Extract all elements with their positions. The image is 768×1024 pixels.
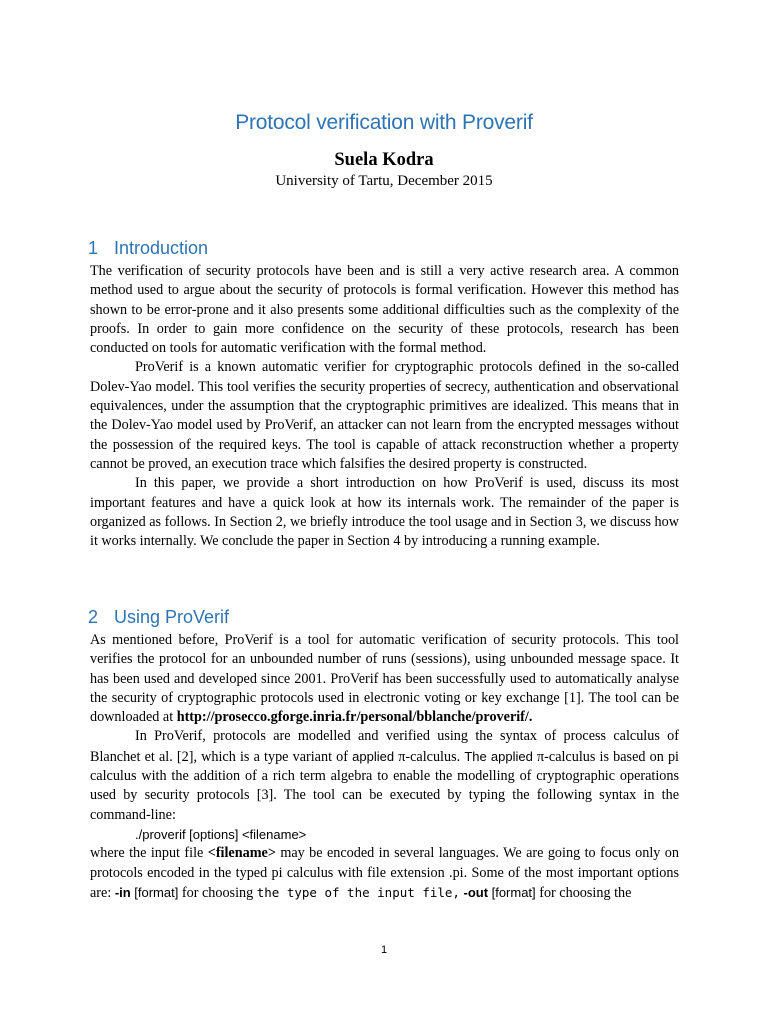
section-heading-using-proverif [88,607,229,628]
paragraph: where the input file <filename> may be encoded in several languages. We are going to focus only on protocols encoded in the typed pi calculus with file extension .pi. Some of the most important options are: -in [format] for choosing the type of the input file, -out [format] for choosing the [90,845,679,901]
section-body-introduction [90,262,679,551]
option-in: -in [114,884,131,900]
affiliation: University of Tartu, December 2015 [275,173,493,189]
paragraph: In this paper, we provide a short introduction on how ProVerif is used, discuss its most important features and have a quick look at how its internals work. The remainder of the paper is organized as follows. In Section 2, we briefly introduce the tool usage and in Section 3, we discuss how it works internally. We conclude the paper in Section 4 by introducing a running example. [90,475,679,550]
filename-token: <filename> [207,845,276,862]
paragraph: In ProVerif, protocols are modelled and verified using the syntax of process calculus of Blanchet et al. [2], which is a type variant of applied π-calculus. The applied π-calculus is based on pi calculus with the addition of a rich term algebra to enable the modelling of cryptographic operations used by security protocols [3]. The tool can be executed by typing the following syntax in the command-line: [90,728,679,823]
paragraph: The verification of security protocols have been and is still a very active research area. A common method used to argue about the security of protocols is formal verification. However this method has shown to be error-prone and it also presents some additional difficulties such as the complexity of the proofs. In order to gain more confidence on the security of these protocols, research has been conducted on tools for automatic verification with the formal method. [90,263,679,357]
section-body-using-proverif [90,631,679,903]
author-name: Suela Kodra [334,150,434,170]
paper-title: Protocol verification with Proverif [235,111,533,134]
paragraph: As mentioned before, ProVerif is a tool for automatic verification of security protocols. This tool verifies the protocol for an unbounded number of runs (sessions), using unbounded message space. It has been used and developed since 2001. ProVerif has been successfully used to automatically analyse the security of cryptographic protocols used in electronic voting or key exchange [1]. The tool can be downloaded at http://prosecco.gforge.inria.fr/personal/bblanche/proverif/. [90,632,679,726]
command-line-example: ./proverif [options] <filename> [135,826,307,842]
section-title: Using ProVerif [114,607,230,627]
section-heading-introduction [88,238,208,259]
option-out: -out [463,884,489,900]
section-number: 2 [88,607,99,627]
page-number: 1 [380,944,388,956]
paragraph: ProVerif is a known automatic verifier for cryptographic protocols defined in the so-called Dolev-Yao model. This tool verifies the security properties of secrecy, authentication and observational equivalences, under the assumption that the cryptographic primitives are idealized. This means that in the Dolev-Yao model used by ProVerif, an attacker can not learn from the encrypted messages without the possession of the required keys. The tool is capable of attack reconstruction whether a property cannot be proved, an execution trace which falsifies the desired property is constructed. [90,359,679,472]
section-title: Introduction [114,238,209,258]
download-url[interactable]: http://prosecco.gforge.inria.fr/personal/bblanche/proverif/. [176,709,533,726]
section-number: 1 [88,238,99,258]
